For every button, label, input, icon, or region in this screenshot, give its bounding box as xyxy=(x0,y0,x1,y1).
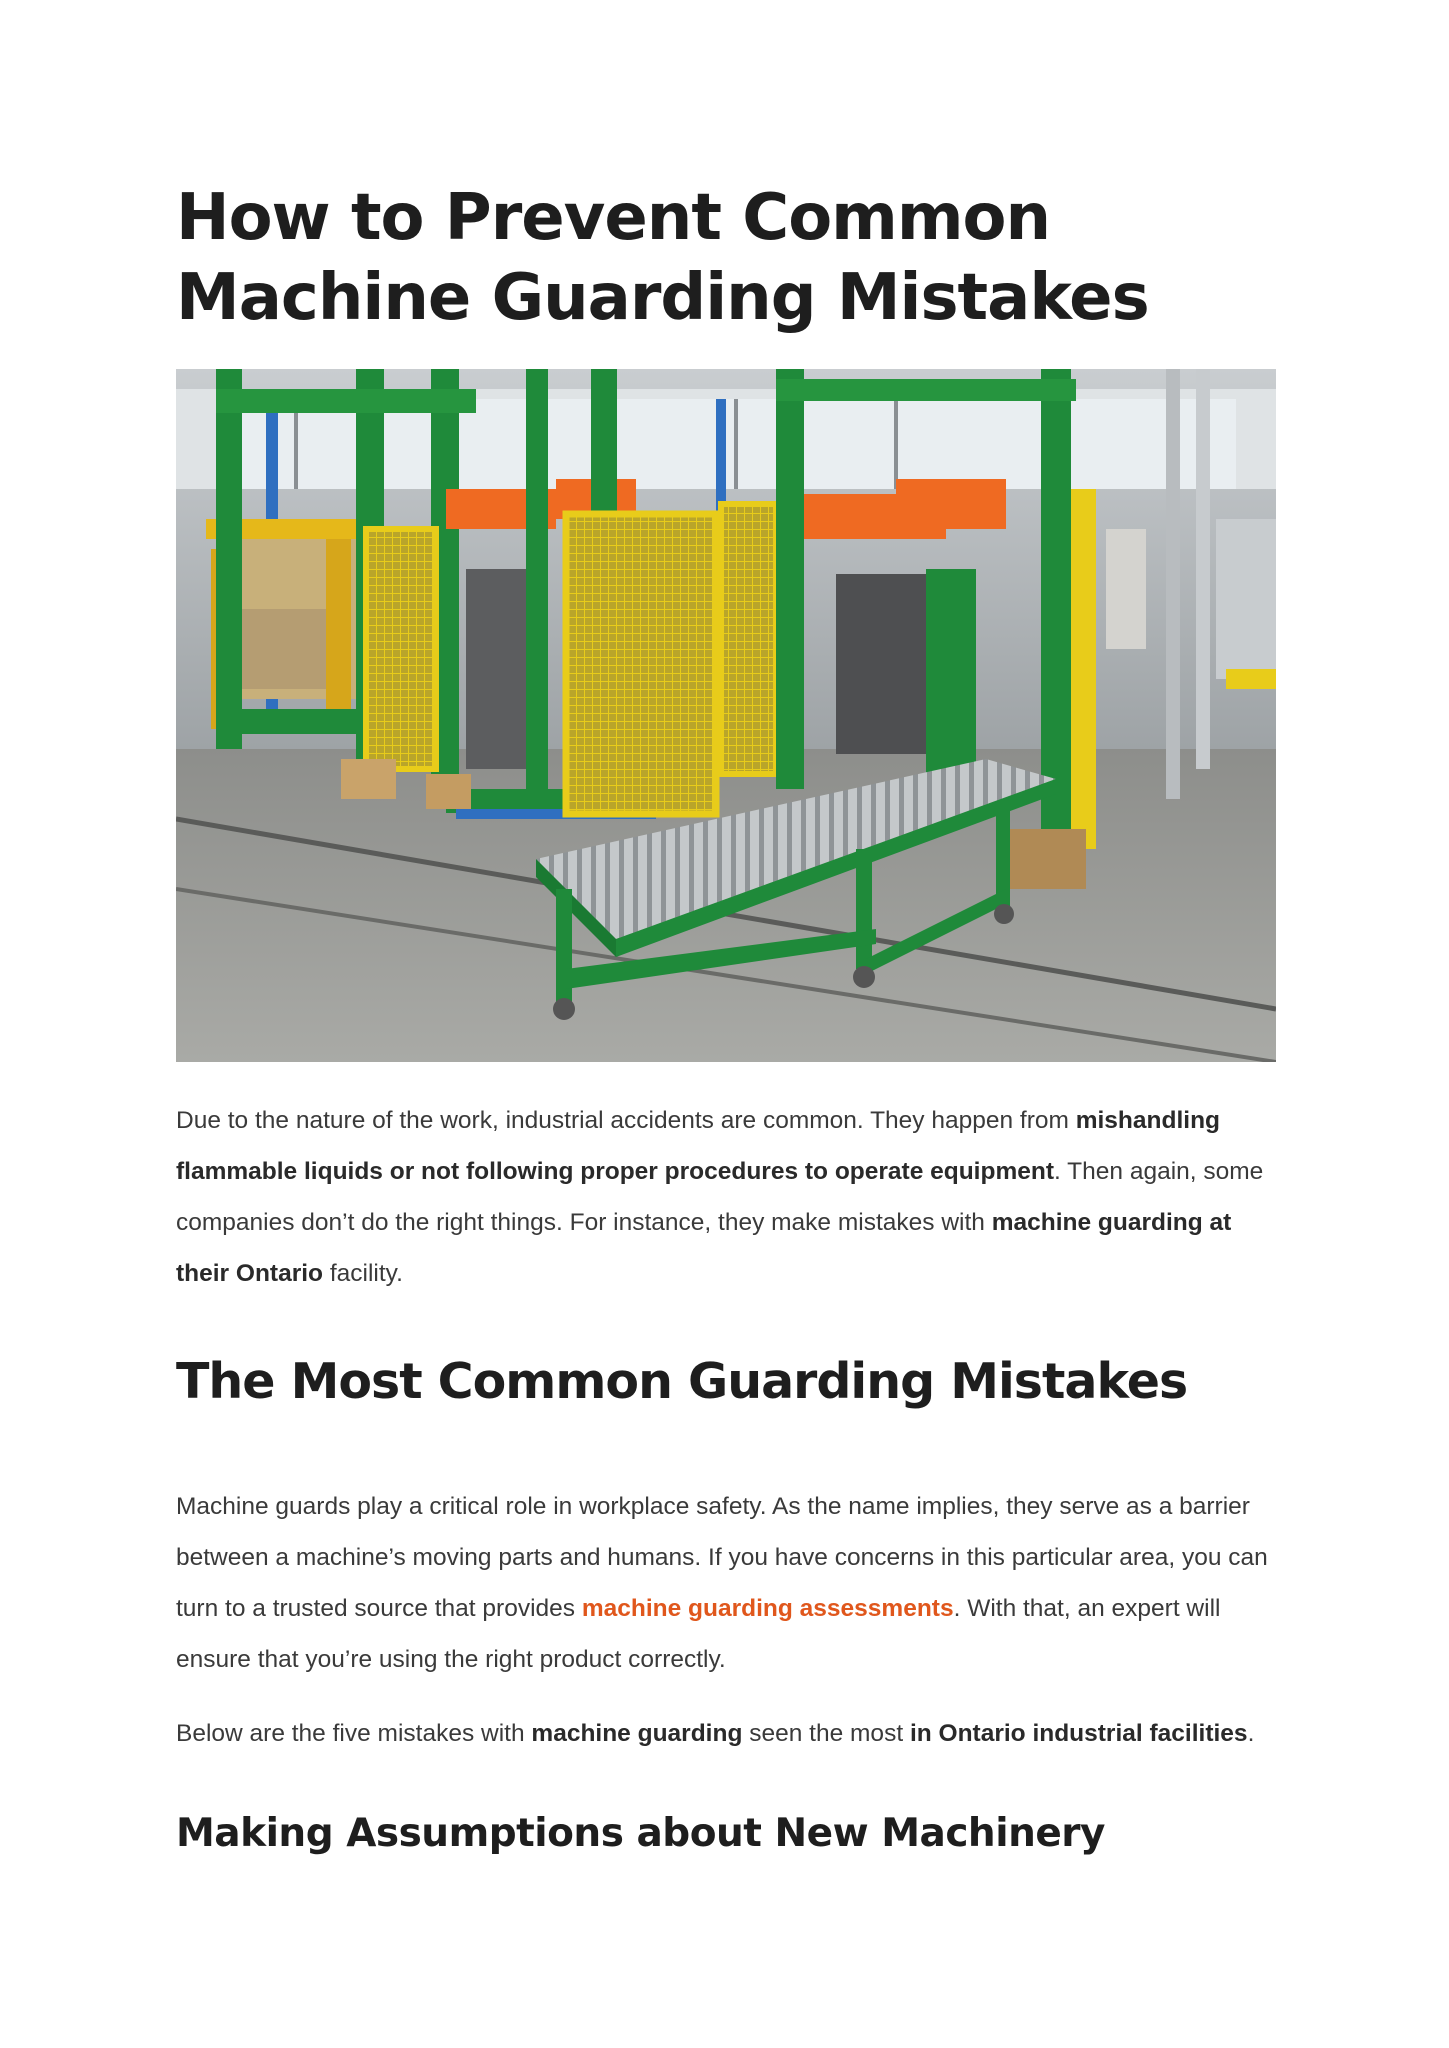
body-emphasis: machine guarding xyxy=(531,1720,743,1747)
subsection-heading: Making Assumptions about New Machinery xyxy=(176,1811,1105,1856)
assessment-link[interactable]: machine guarding assessments xyxy=(581,1595,954,1622)
hero-image xyxy=(176,369,1276,1062)
section-heading: The Most Common Guarding Mistakes xyxy=(176,1353,1188,1410)
intro-text: . Then again, some companies don’t do the right things. For instance, they make mistakes with xyxy=(176,1158,1264,1236)
intro-emphasis: machine guarding at their Ontario xyxy=(176,1209,1232,1287)
list-intro-paragraph xyxy=(176,1708,1276,1759)
body-emphasis: in Ontario industrial facilities xyxy=(909,1720,1248,1747)
intro-emphasis: mishandling flammable liquids or not following proper procedures to operate equipment xyxy=(176,1107,1221,1185)
body-paragraph xyxy=(176,1481,1276,1685)
intro-text: Due to the nature of the work, industrial accidents are common. They happen from xyxy=(176,1107,1076,1134)
body-text: seen the most xyxy=(742,1720,910,1747)
page-title: How to Prevent Common Machine Guarding Mistakes xyxy=(176,181,1149,335)
body-text: Machine guards play a critical role in workplace safety. As the name implies, they serve as a barrier between a machine’s moving parts and humans. If you have concerns in this particular area, you can turn to a trusted source that provides xyxy=(176,1493,1268,1622)
body-text: . With that, an expert will ensure that you’re using the right product correctly. xyxy=(176,1595,1221,1673)
body-text: Below are the five mistakes with xyxy=(176,1720,532,1747)
body-text: . xyxy=(1247,1720,1255,1747)
intro-paragraph xyxy=(176,1095,1276,1299)
intro-text: facility. xyxy=(323,1260,403,1287)
